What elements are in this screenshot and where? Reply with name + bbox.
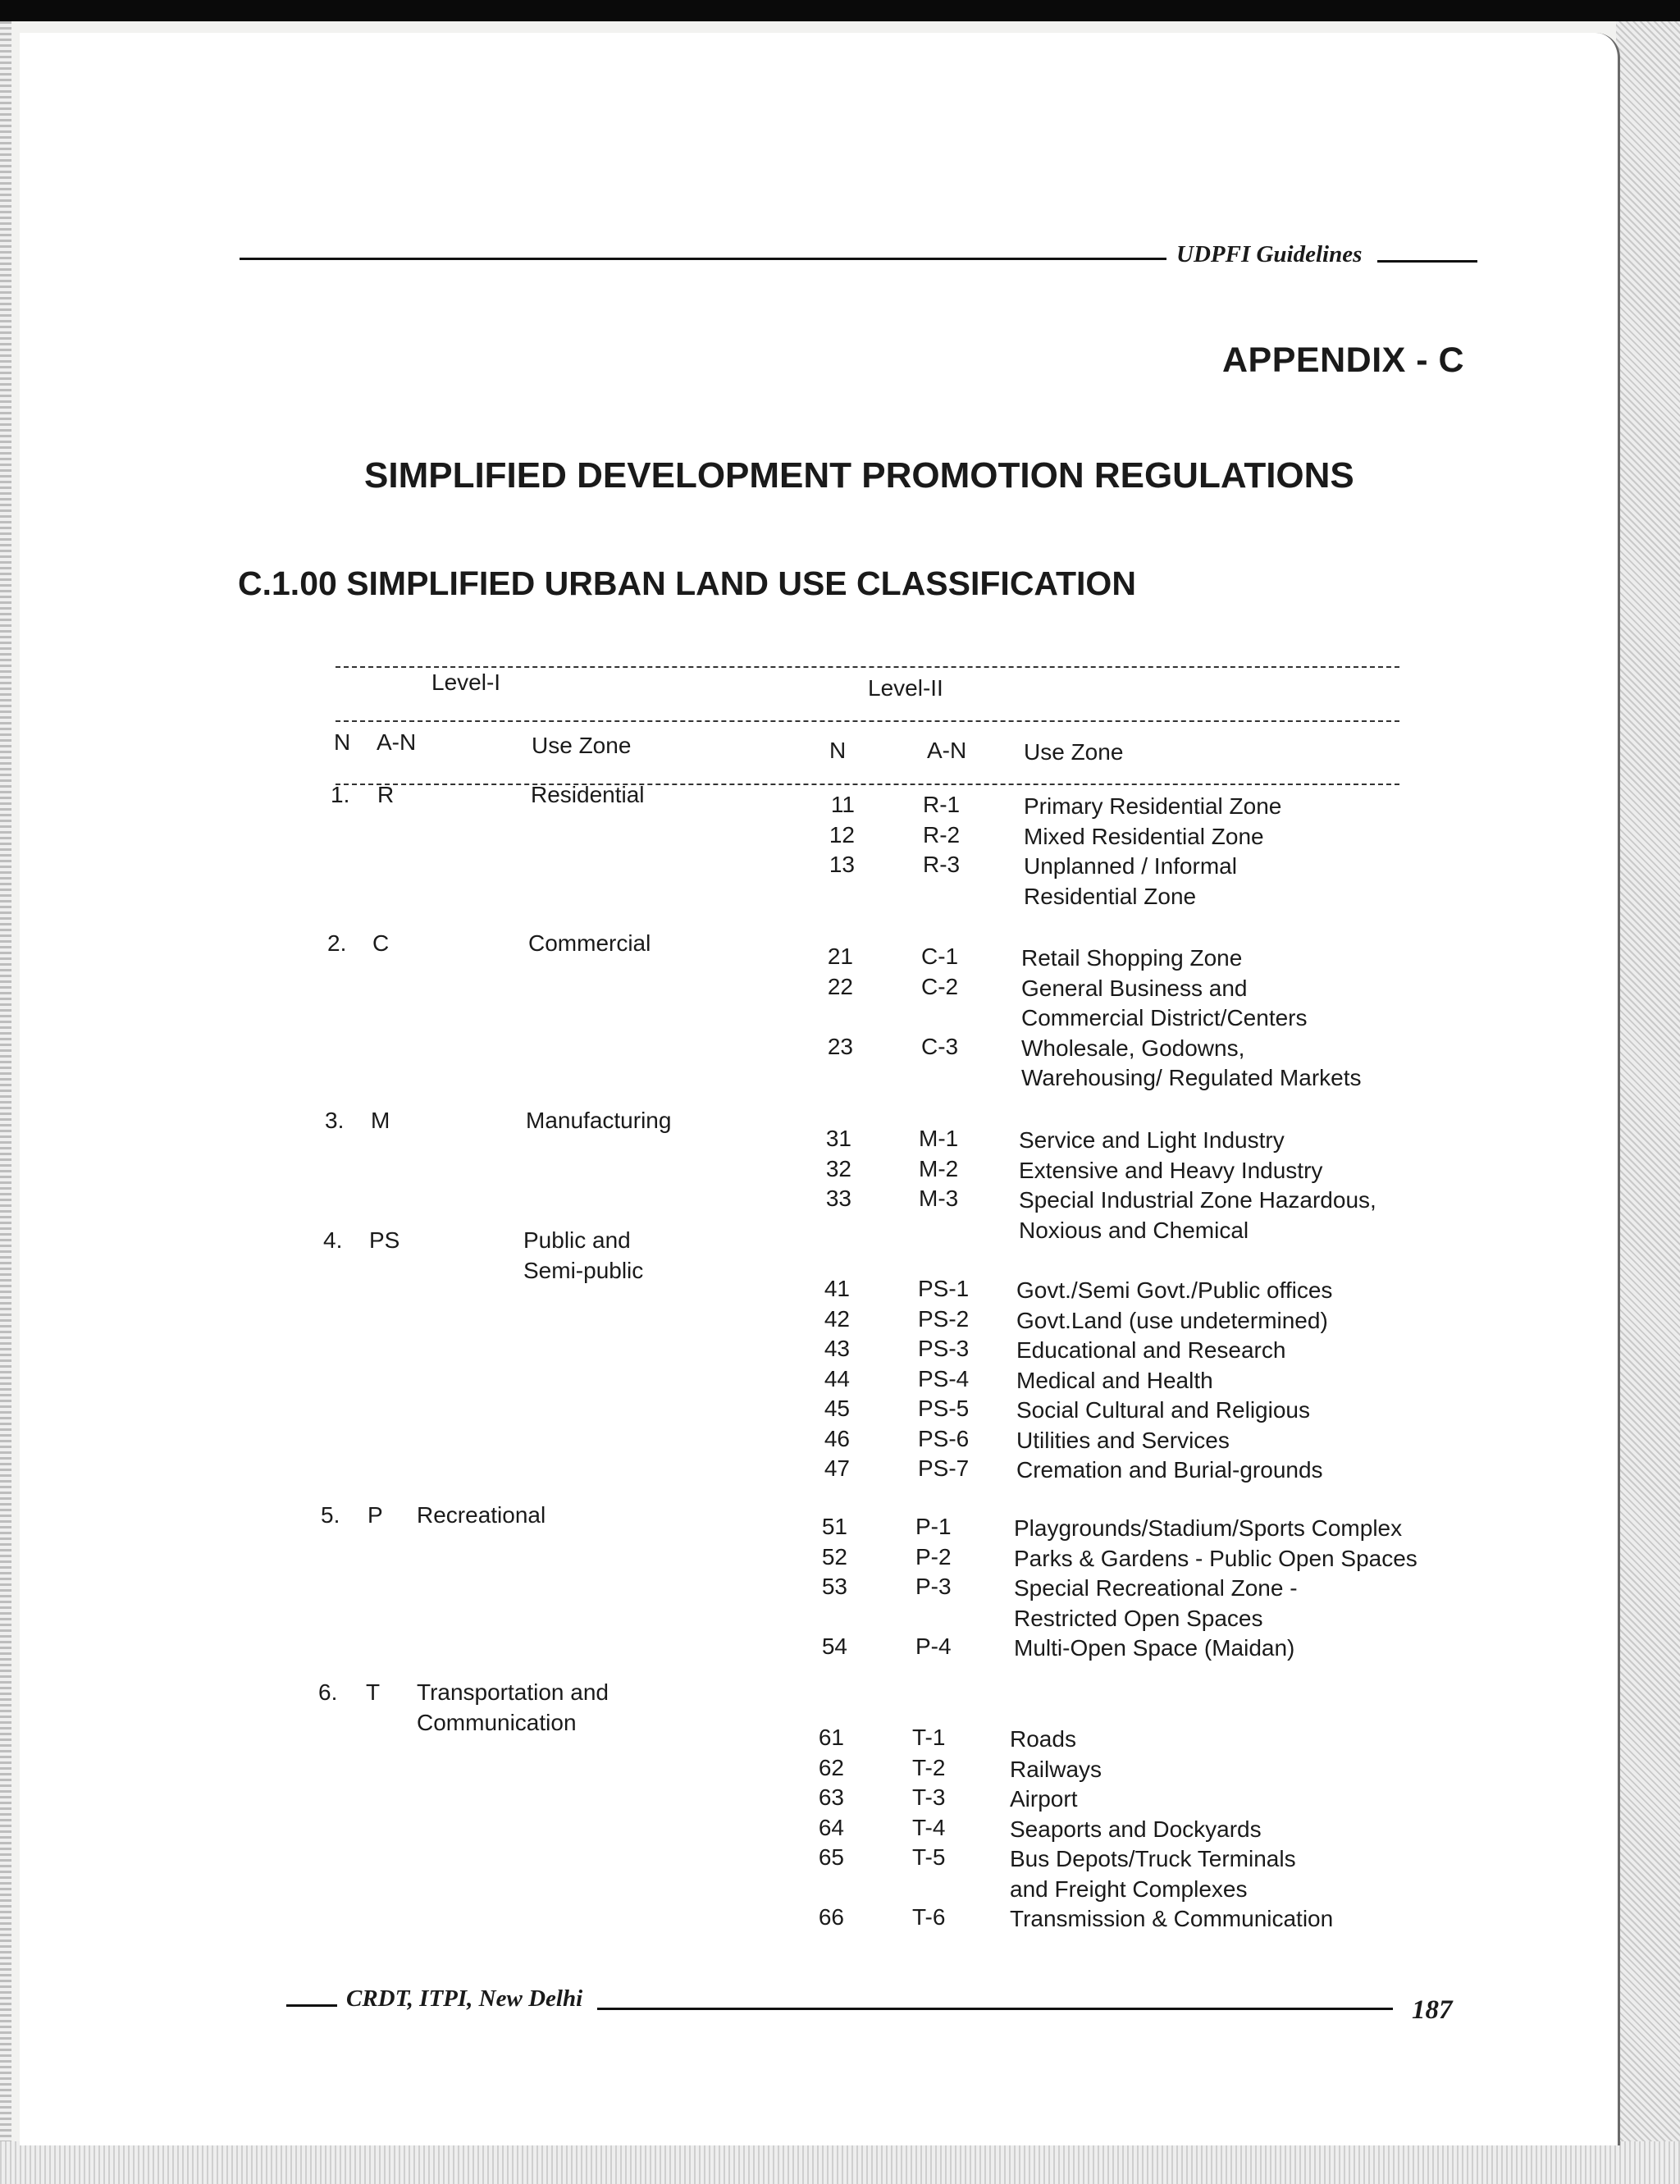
page-title: SIMPLIFIED DEVELOPMENT PROMOTION REGULATIONS: [364, 455, 1354, 496]
level2-code: T-6: [912, 1904, 946, 1930]
level1-number: 1.: [331, 782, 350, 807]
level1-code: P: [368, 1502, 383, 1528]
level2-use-zone: Special Recreational Zone -: [1014, 1575, 1298, 1601]
level2-code: P-1: [915, 1514, 952, 1539]
appendix-heading: APPENDIX - C: [1222, 340, 1465, 380]
level2-code: M-1: [919, 1126, 959, 1151]
level2-number: 65: [818, 1844, 844, 1870]
level2-use-zone: Cremation and Burial-grounds: [1016, 1457, 1323, 1483]
level-2-header: Level-II: [868, 675, 943, 701]
level1-use-zone: Communication: [417, 1709, 577, 1735]
scan-top-border: [0, 0, 1680, 21]
level2-number: 12: [829, 821, 855, 848]
level2-number: 51: [821, 1514, 847, 1539]
level2-code: R-3: [923, 852, 961, 877]
level1-use-zone: Semi-public: [523, 1257, 644, 1283]
level2-use-zone: Noxious and Chemical: [1019, 1217, 1249, 1243]
level1-use-zone: Commercial: [528, 930, 651, 956]
level2-use-zone: Retail Shopping Zone: [1021, 945, 1243, 971]
footer-label: CRDT, ITPI, New Delhi: [346, 1985, 583, 2012]
level2-use-zone: Mixed Residential Zone: [1024, 823, 1264, 849]
level1-code: C: [372, 930, 390, 956]
header-rule: [240, 258, 1166, 260]
document-page: [20, 33, 1620, 2145]
level1-use-zone: Residential: [531, 782, 645, 807]
level2-use-zone: Residential Zone: [1024, 883, 1197, 909]
level2-code: P-2: [915, 1543, 952, 1569]
level2-use-zone: Seaports and Dockyards: [1010, 1816, 1262, 1842]
level2-use-zone: Bus Depots/Truck Terminals: [1010, 1846, 1296, 1871]
level2-code: T-1: [912, 1725, 946, 1750]
level2-code: M-3: [919, 1186, 959, 1211]
level2-code: P-3: [915, 1574, 952, 1599]
header-rule-end: [1377, 260, 1477, 263]
col-header-use-2: Use Zone: [1024, 739, 1124, 765]
level2-number: 66: [818, 1904, 844, 1930]
level1-number: 3.: [325, 1108, 345, 1133]
table-top-rule: [336, 666, 1399, 668]
level2-use-zone: Transmission & Communication: [1010, 1906, 1334, 1931]
level2-code: R-2: [923, 821, 961, 848]
page-number: 187: [1412, 1995, 1453, 2025]
level1-number: 6.: [318, 1679, 338, 1705]
level2-use-zone: Commercial District/Centers: [1021, 1005, 1308, 1030]
level2-use-zone: Social Cultural and Religious: [1016, 1397, 1310, 1423]
level2-code: PS-3: [918, 1336, 970, 1361]
level2-number: 43: [824, 1336, 850, 1361]
col-header-use-1: Use Zone: [532, 733, 632, 758]
level-1-header: Level-I: [431, 669, 501, 695]
level2-code: P-4: [915, 1633, 952, 1659]
level2-code: PS-2: [918, 1305, 970, 1332]
level2-use-zone: Unplanned / Informal: [1024, 853, 1237, 879]
level2-number: 45: [824, 1396, 850, 1421]
col-header-n-1: N: [334, 729, 351, 755]
level1-use-zone: Public and: [523, 1227, 631, 1253]
level2-number: 46: [824, 1425, 850, 1451]
level2-use-zone: Extensive and Heavy Industry: [1019, 1157, 1323, 1183]
level2-number: 11: [830, 792, 855, 817]
level2-number: 44: [824, 1365, 850, 1391]
level2-use-zone: Govt.Land (use undetermined): [1016, 1307, 1328, 1333]
level2-use-zone: Restricted Open Spaces: [1014, 1605, 1263, 1631]
level2-number: 42: [824, 1305, 850, 1332]
level2-number: 64: [818, 1814, 844, 1840]
level2-number: 52: [821, 1543, 847, 1569]
level2-number: 63: [818, 1784, 844, 1810]
section-title: C.1.00 SIMPLIFIED URBAN LAND USE CLASSIFICATION: [238, 564, 1136, 602]
level2-number: 54: [821, 1633, 847, 1659]
level2-use-zone: Primary Residential Zone: [1024, 793, 1282, 819]
header-label: UDPFI Guidelines: [1176, 241, 1363, 267]
level2-code: M-2: [919, 1155, 959, 1181]
col-header-n-2: N: [829, 738, 847, 763]
scan-bottom-edge: [0, 2141, 1680, 2184]
level2-use-zone: Roads: [1010, 1726, 1076, 1752]
level2-code: T-3: [912, 1784, 946, 1810]
level2-number: 53: [821, 1574, 847, 1599]
level2-code: T-4: [912, 1814, 946, 1840]
level2-use-zone: Govt./Semi Govt./Public offices: [1016, 1277, 1333, 1303]
level2-use-zone: Utilities and Services: [1016, 1427, 1230, 1453]
level2-number: 47: [824, 1455, 850, 1481]
col-header-an-2: A-N: [927, 738, 967, 763]
level2-code: C-2: [921, 973, 959, 999]
level2-code: PS-5: [918, 1396, 970, 1421]
level2-number: 21: [827, 944, 853, 969]
level2-code: R-1: [923, 792, 961, 817]
level2-use-zone: Wholesale, Godowns,: [1021, 1035, 1245, 1061]
level2-use-zone: Playgrounds/Stadium/Sports Complex: [1014, 1515, 1403, 1541]
header-divider-rule: [336, 720, 1399, 722]
level1-use-zone: Recreational: [417, 1502, 546, 1528]
level2-number: 62: [818, 1754, 844, 1780]
level1-number: 5.: [321, 1502, 340, 1528]
level2-use-zone: Educational and Research: [1016, 1337, 1286, 1363]
level1-number: 4.: [323, 1227, 343, 1253]
level2-use-zone: Special Industrial Zone Hazardous,: [1019, 1187, 1376, 1213]
scan-left-edge: [0, 21, 11, 2184]
level1-use-zone: Transportation and: [417, 1679, 609, 1705]
level2-number: 31: [825, 1126, 851, 1151]
level2-code: PS-4: [918, 1365, 970, 1391]
level1-code: T: [366, 1679, 381, 1705]
level2-use-zone: Warehousing/ Regulated Markets: [1021, 1065, 1362, 1090]
level1-number: 2.: [327, 930, 347, 956]
level2-use-zone: Multi-Open Space (Maidan): [1014, 1635, 1295, 1661]
level1-code: PS: [369, 1227, 400, 1253]
level1-use-zone: Manufacturing: [526, 1108, 672, 1133]
level2-number: 61: [818, 1725, 844, 1750]
level2-code: PS-6: [918, 1425, 970, 1451]
level2-code: C-1: [921, 944, 959, 969]
level2-code: PS-7: [918, 1455, 970, 1481]
level2-use-zone: Service and Light Industry: [1019, 1127, 1285, 1153]
level2-code: C-3: [921, 1033, 959, 1059]
level2-use-zone: Railways: [1010, 1756, 1102, 1782]
level2-number: 22: [827, 973, 853, 999]
level2-use-zone: Medical and Health: [1016, 1367, 1213, 1393]
col-header-an-1: A-N: [377, 729, 417, 755]
level2-use-zone: Parks & Gardens - Public Open Spaces: [1014, 1545, 1418, 1571]
level2-number: 33: [825, 1186, 851, 1211]
level2-use-zone: General Business and: [1021, 975, 1248, 1001]
level2-number: 23: [827, 1033, 853, 1059]
level1-code: M: [371, 1108, 390, 1133]
footer-rule-start: [286, 2004, 337, 2007]
column-header-rule: [336, 784, 1399, 785]
level2-number: 41: [824, 1276, 850, 1301]
footer-rule: [597, 2008, 1393, 2010]
level1-code: R: [377, 782, 395, 807]
level2-use-zone: Airport: [1010, 1786, 1078, 1812]
level2-number: 32: [825, 1155, 851, 1181]
level2-number: 13: [829, 852, 855, 877]
level2-code: T-2: [912, 1754, 946, 1780]
scan-right-edge: [1616, 21, 1680, 2184]
level2-code: T-5: [912, 1844, 946, 1870]
level2-code: PS-1: [918, 1276, 970, 1301]
level2-use-zone: and Freight Complexes: [1010, 1876, 1248, 1902]
